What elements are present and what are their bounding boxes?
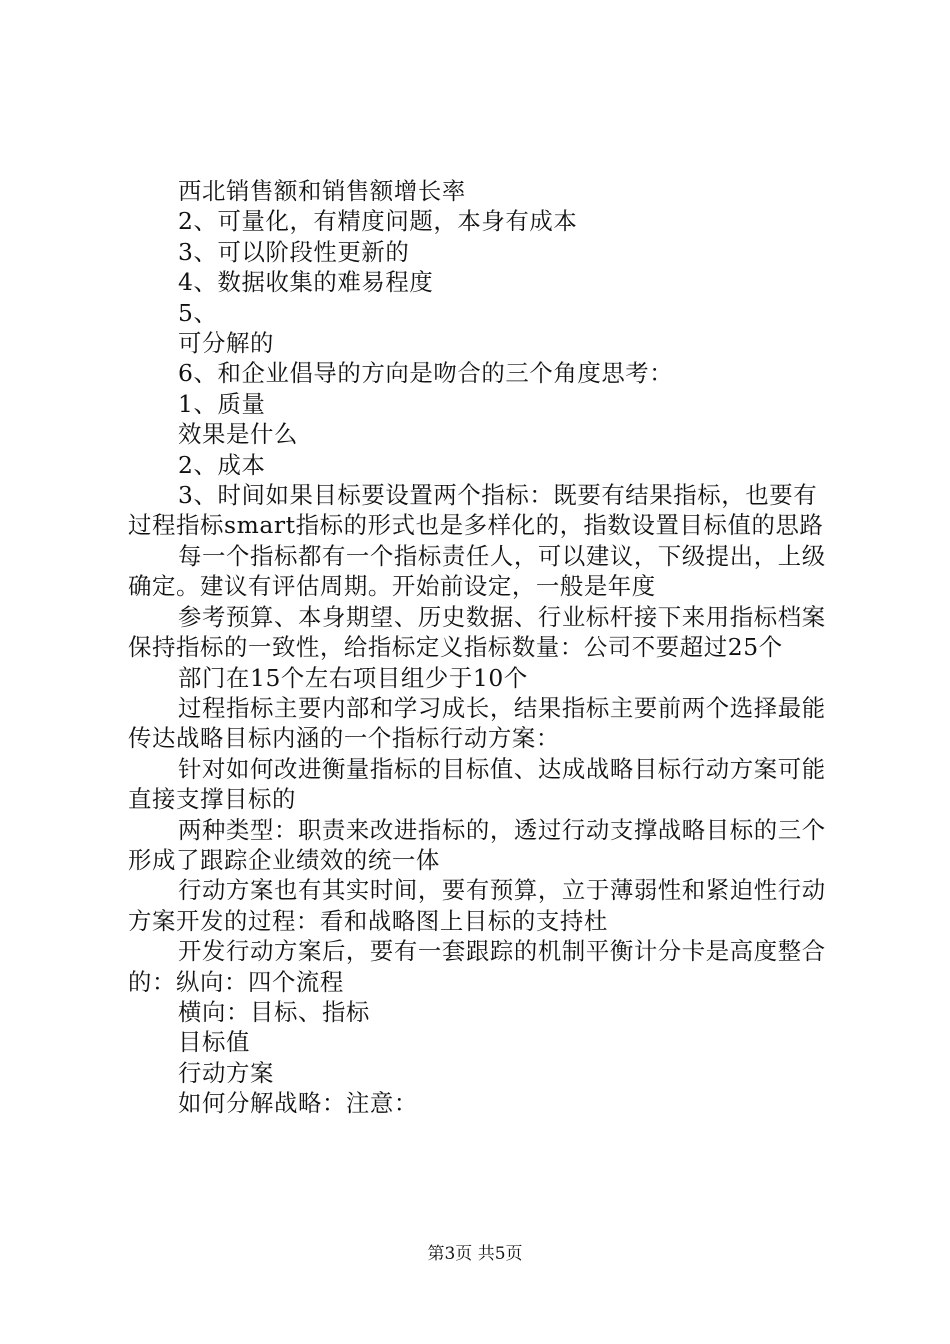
- paragraph: 参考预算、本身期望、历史数据、行业标杆接下来用指标档案保持指标的一致性，给指标定义指标数量：公司不要超过25个: [128, 602, 826, 662]
- paragraph: 3、时间如果目标要设置两个指标：既要有结果指标，也要有过程指标smart指标的形式也是多样化的，指数设置目标值的思路: [128, 481, 824, 540]
- paragraph: 两种类型：职责来改进指标的，透过行动支撑战略目标的三个形成了跟踪企业绩效的统一体: [128, 815, 826, 874]
- paragraph: 开发行动方案后，要有一套跟踪的机制平衡计分卡是高度整合的：纵向：四个流程: [128, 937, 826, 996]
- paragraph: 6、和企业倡导的方向是吻合的三个角度思考：: [178, 359, 674, 388]
- paragraph: 可分解的: [178, 329, 274, 358]
- paragraph: 行动方案也有其实时间，要有预算，立于薄弱性和紧迫性行动方案开发的过程：看和战略图上目标的支持杜: [128, 876, 826, 935]
- document-body: [128, 176, 834, 1119]
- paragraph: 每一个指标都有一个指标责任人，可以建议，下级提出，上级确定。建议有评估周期。开始前设定，一般是年度: [128, 541, 826, 601]
- paragraph: 1、质量: [178, 389, 266, 418]
- paragraph: 横向：目标、指标: [178, 997, 370, 1026]
- paragraph: 5、: [178, 298, 218, 327]
- paragraph: 效果是什么: [178, 420, 298, 449]
- paragraph: 4、数据收集的难易程度: [178, 268, 434, 297]
- paragraph: 目标值: [178, 1028, 250, 1057]
- paragraph: 2、成本: [178, 450, 266, 479]
- paragraph: 针对如何改进衡量指标的目标值、达成战略目标行动方案可能直接支撑目标的: [128, 754, 826, 814]
- page-footer: 第3页 共5页: [427, 1244, 523, 1264]
- paragraph: 部门在15个左右项目组少于10个: [178, 663, 528, 692]
- paragraph: 如何分解战略：注意：: [178, 1089, 418, 1118]
- paragraph: 过程指标主要内部和学习成长，结果指标主要前两个选择最能传达战略目标内涵的一个指标行动方案：: [128, 693, 826, 753]
- paragraph: 西北销售额和销售额增长率: [178, 177, 466, 205]
- paragraph: 2、可量化，有精度问题，本身有成本: [178, 207, 578, 236]
- paragraph: 3、可以阶段性更新的: [178, 237, 410, 266]
- paragraph: 行动方案: [178, 1058, 274, 1087]
